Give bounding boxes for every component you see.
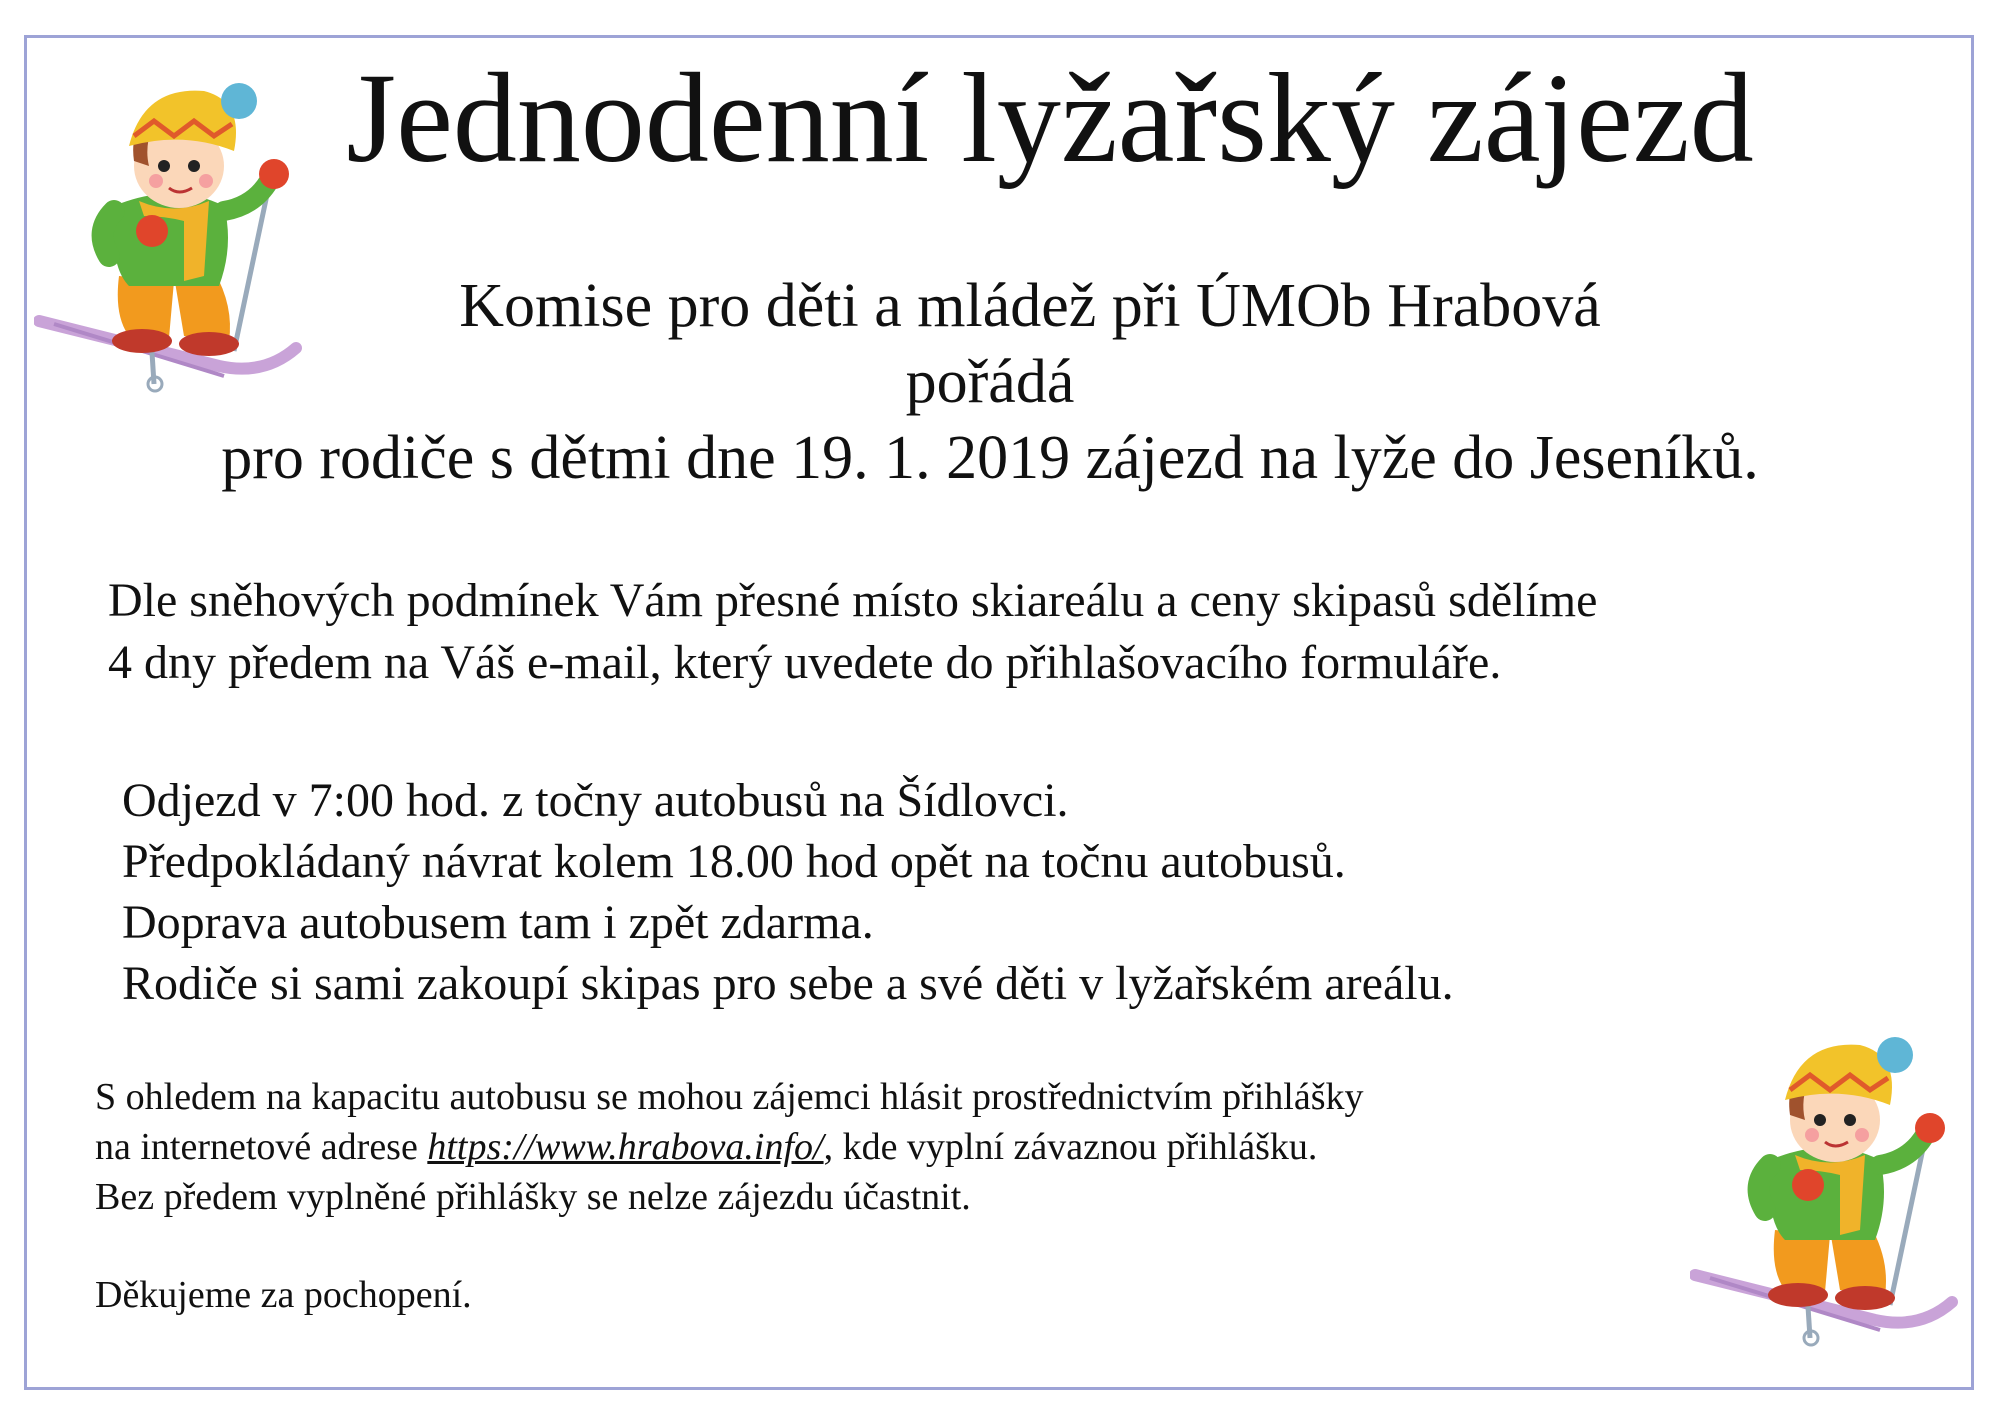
info-paragraph	[108, 570, 1597, 694]
registration-link[interactable]: https://www.hrabova.info/	[427, 1126, 824, 1168]
travel-paragraph	[122, 770, 1454, 1014]
registration-line: S ohledem na kapacitu autobusu se mohou zájemci hlásit prostřednictvím přihlášky	[95, 1076, 1364, 1118]
intro-block	[60, 268, 1920, 496]
info-line: Dle sněhových podmínek Vám přesné místo skiareálu a ceny skipasů sdělíme	[108, 574, 1598, 627]
organizer-line: Komise pro děti a mládež při ÚMOb Hrabová	[459, 272, 1601, 340]
return-line: Předpokládaný návrat kolem 18.00 hod opět na točnu autobusů.	[122, 835, 1346, 888]
departure-line: Odjezd v 7:00 hod. z točny autobusů na Šídlovci.	[122, 774, 1069, 827]
registration-prefix: na internetové adrese	[95, 1126, 428, 1168]
registration-line: Bez předem vyplněné přihlášky se nelze zájezdu účastnit.	[95, 1176, 971, 1218]
page-title: Jednodenní lyžařský zájezd	[346, 47, 1754, 189]
registration-line	[95, 1122, 1364, 1172]
skier-boy-illustration	[1690, 1020, 1960, 1360]
transport-line: Doprava autobusem tam i zpět zdarma.	[122, 896, 874, 949]
event-line: pro rodiče s dětmi dne 19. 1. 2019 zájezd na lyže do Jeseníků.	[221, 424, 1759, 492]
organizes-line: pořádá	[905, 348, 1075, 416]
registration-paragraph	[95, 1072, 1364, 1222]
thanks-line: Děkujeme za pochopení.	[95, 1274, 472, 1316]
info-line: 4 dny předem na Váš e-mail, který uvedete do přihlašovacího formuláře.	[108, 636, 1502, 689]
skipass-line: Rodiče si sami zakoupí skipas pro sebe a své děti v lyžařském areálu.	[122, 957, 1454, 1010]
registration-suffix: , kde vyplní závaznou přihlášku.	[823, 1126, 1318, 1168]
